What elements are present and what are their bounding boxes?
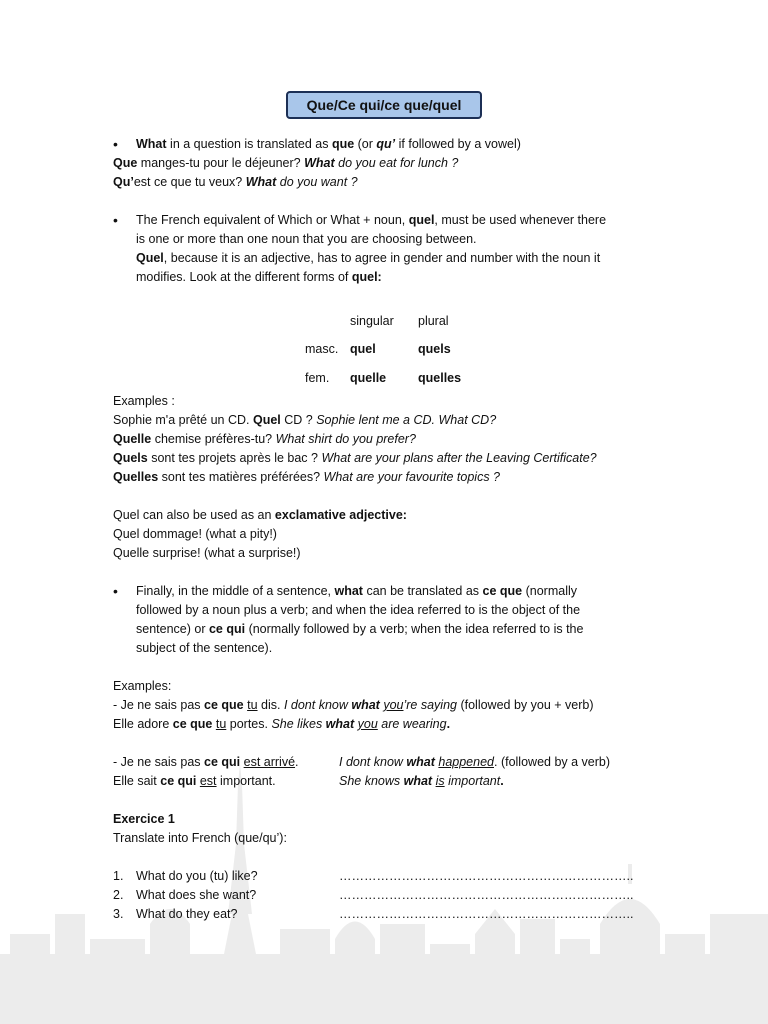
page-title: Que/Ce qui/ce que/quel [286,91,482,119]
exclamative-intro: Quel can also be used as an exclamative adjective: [113,508,407,522]
rule-quel-line: Quel, because it is an adjective, has to agree in gender and number with the noun it [136,251,601,265]
example-line-english: I dont know what happened. (followed by a verb) [339,755,611,769]
bullet-icon: • [113,212,118,228]
table-row-label: fem. [305,371,330,385]
item-question: What does she want? [136,888,257,902]
rule-ce-que-line: subject of the sentence). [136,641,273,655]
exclamative-example: Quelle surprise! (what a surprise!) [113,546,301,560]
rule-ce-que-line: sentence) or ce qui (normally followed by a verb; when the idea referred to is the [136,622,584,636]
exclamative-example: Quel dommage! (what a pity!) [113,527,277,541]
item-number: 1. [113,869,124,883]
example-line-english: She knows what is important. [339,774,504,788]
example-line: Elle adore ce que tu portes. She likes what you are wearing. [113,717,451,731]
table-header-plural: plural [418,314,449,328]
rule-ce-que-line: Finally, in the middle of a sentence, what can be translated as ce que (normally [136,584,577,598]
table-header-singular: singular [350,314,394,328]
item-question: What do they eat? [136,907,238,921]
table-cell: quelles [418,371,462,385]
table-cell: quelle [350,371,387,385]
table-cell: quels [418,342,451,356]
rule-ce-que-line: followed by a noun plus a verb; and when the idea referred to is the object of the [136,603,581,617]
examples-heading: Examples : [113,394,175,408]
bullet-icon: • [113,136,118,152]
answer-blank[interactable]: …………………………………………………………….. [339,869,634,883]
item-question: What do you (tu) like? [136,869,258,883]
example-line-french: Elle sait ce qui est important. [113,774,276,788]
example-line: Quelle chemise préfères-tu? What shirt do you prefer? [113,432,416,446]
bullet-icon: • [113,583,118,599]
rule-quel-line: The French equivalent of Which or What + noun, quel, must be used whenever there [136,213,607,227]
example-line: Quels sont tes projets après le bac ? What are your plans after the Leaving Certificate? [113,451,597,465]
rule-what-question: What in a question is translated as que (or qu’ if followed by a vowel) [136,137,521,151]
table-row-label: masc. [305,342,339,356]
item-number: 2. [113,888,124,902]
answer-blank[interactable]: …………………………………………………………….. [339,888,634,902]
example-line: - Je ne sais pas ce que tu dis. I dont know what you’re saying (followed by you + verb) [113,698,594,712]
table-cell: quel [350,342,376,356]
answer-blank[interactable]: …………………………………………………………….. [339,907,634,921]
example-line: Quelles sont tes matières préférées? What are your favourite topics ? [113,470,501,484]
example-line: Sophie m'a prêté un CD. Quel CD ? Sophie lent me a CD. What CD? [113,413,497,427]
example-line: Que manges-tu pour le déjeuner? What do you eat for lunch ? [113,156,459,170]
exercise-title: Exercice 1 [113,812,175,826]
rule-quel-line: modifies. Look at the different forms of quel: [136,270,382,284]
item-number: 3. [113,907,124,921]
example-line: Qu’est ce que tu veux? What do you want ? [113,175,358,189]
examples-heading: Examples: [113,679,172,693]
example-line-french: - Je ne sais pas ce qui est arrivé. [113,755,299,769]
rule-quel-line: is one or more than one noun that you are choosing between. [136,232,477,246]
exercise-instruction: Translate into French (que/qu’): [113,831,287,845]
